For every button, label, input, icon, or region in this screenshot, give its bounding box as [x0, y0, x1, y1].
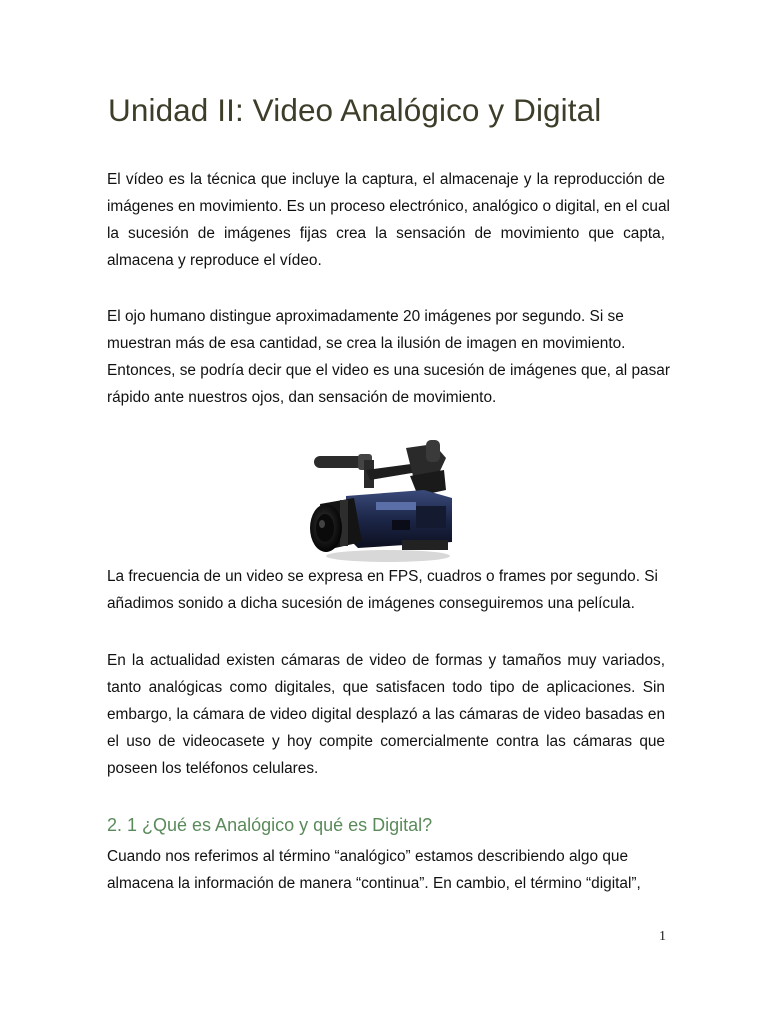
paragraph-line: el uso de videocasete y hoy compite comercialmente contra las cámaras que	[107, 733, 665, 750]
paragraph-line: poseen los teléfonos celulares.	[107, 760, 319, 777]
paragraph-line: muestran más de esa cantidad, se crea la ilusión de imagen en movimiento.	[107, 335, 626, 352]
page-number: 1	[659, 929, 666, 944]
paragraph-line: embargo, la cámara de video digital desplazó a las cámaras de video basadas en	[107, 706, 665, 723]
paragraph-line: añadimos sonido a dicha sucesión de imágenes conseguiremos una película.	[107, 595, 635, 612]
paragraph-line: almacena la información de manera “continua”. En cambio, el término “digital”,	[107, 875, 641, 892]
paragraph-line: rápido ante nuestros ojos, dan sensación de movimiento.	[107, 389, 497, 406]
paragraph-line: la sucesión de imágenes fijas crea la sensación de movimiento que capta,	[107, 225, 665, 242]
section-heading: 2. 1 ¿Qué es Analógico y qué es Digital?	[107, 815, 433, 835]
paragraph-line: La frecuencia de un video se expresa en FPS, cuadros o frames por segundo. Si	[107, 568, 658, 585]
paragraph-line: almacena y reproduce el vídeo.	[107, 252, 322, 269]
paragraph-cameras	[107, 647, 665, 782]
paragraph-fps	[107, 563, 665, 617]
paragraph-line: tanto analógicas como digitales, que satisfacen todo tipo de aplicaciones. Sin	[107, 679, 665, 696]
paragraph-analog-digital	[107, 843, 665, 897]
paragraph-line: En la actualidad existen cámaras de video de formas y tamaños muy variados,	[107, 652, 665, 669]
paragraph-video-definition	[107, 166, 670, 274]
page-title: Unidad II: Video Analógico y Digital	[108, 92, 602, 128]
paragraph-line: Entonces, se podría decir que el video es una sucesión de imágenes que, al pasar	[107, 362, 670, 379]
paragraph-line: El ojo humano distingue aproximadamente 20 imágenes por segundo. Si se	[107, 308, 624, 325]
paragraph-line: imágenes en movimiento. Es un proceso electrónico, analógico o digital, en el cual	[107, 198, 670, 215]
paragraph-human-eye	[107, 303, 670, 411]
video-camera-image	[306, 440, 456, 564]
paragraph-line: El vídeo es la técnica que incluye la captura, el almacenaje y la reproducción de	[107, 171, 665, 188]
paragraph-line: Cuando nos referimos al término “analógico” estamos describiendo algo que	[107, 848, 629, 865]
